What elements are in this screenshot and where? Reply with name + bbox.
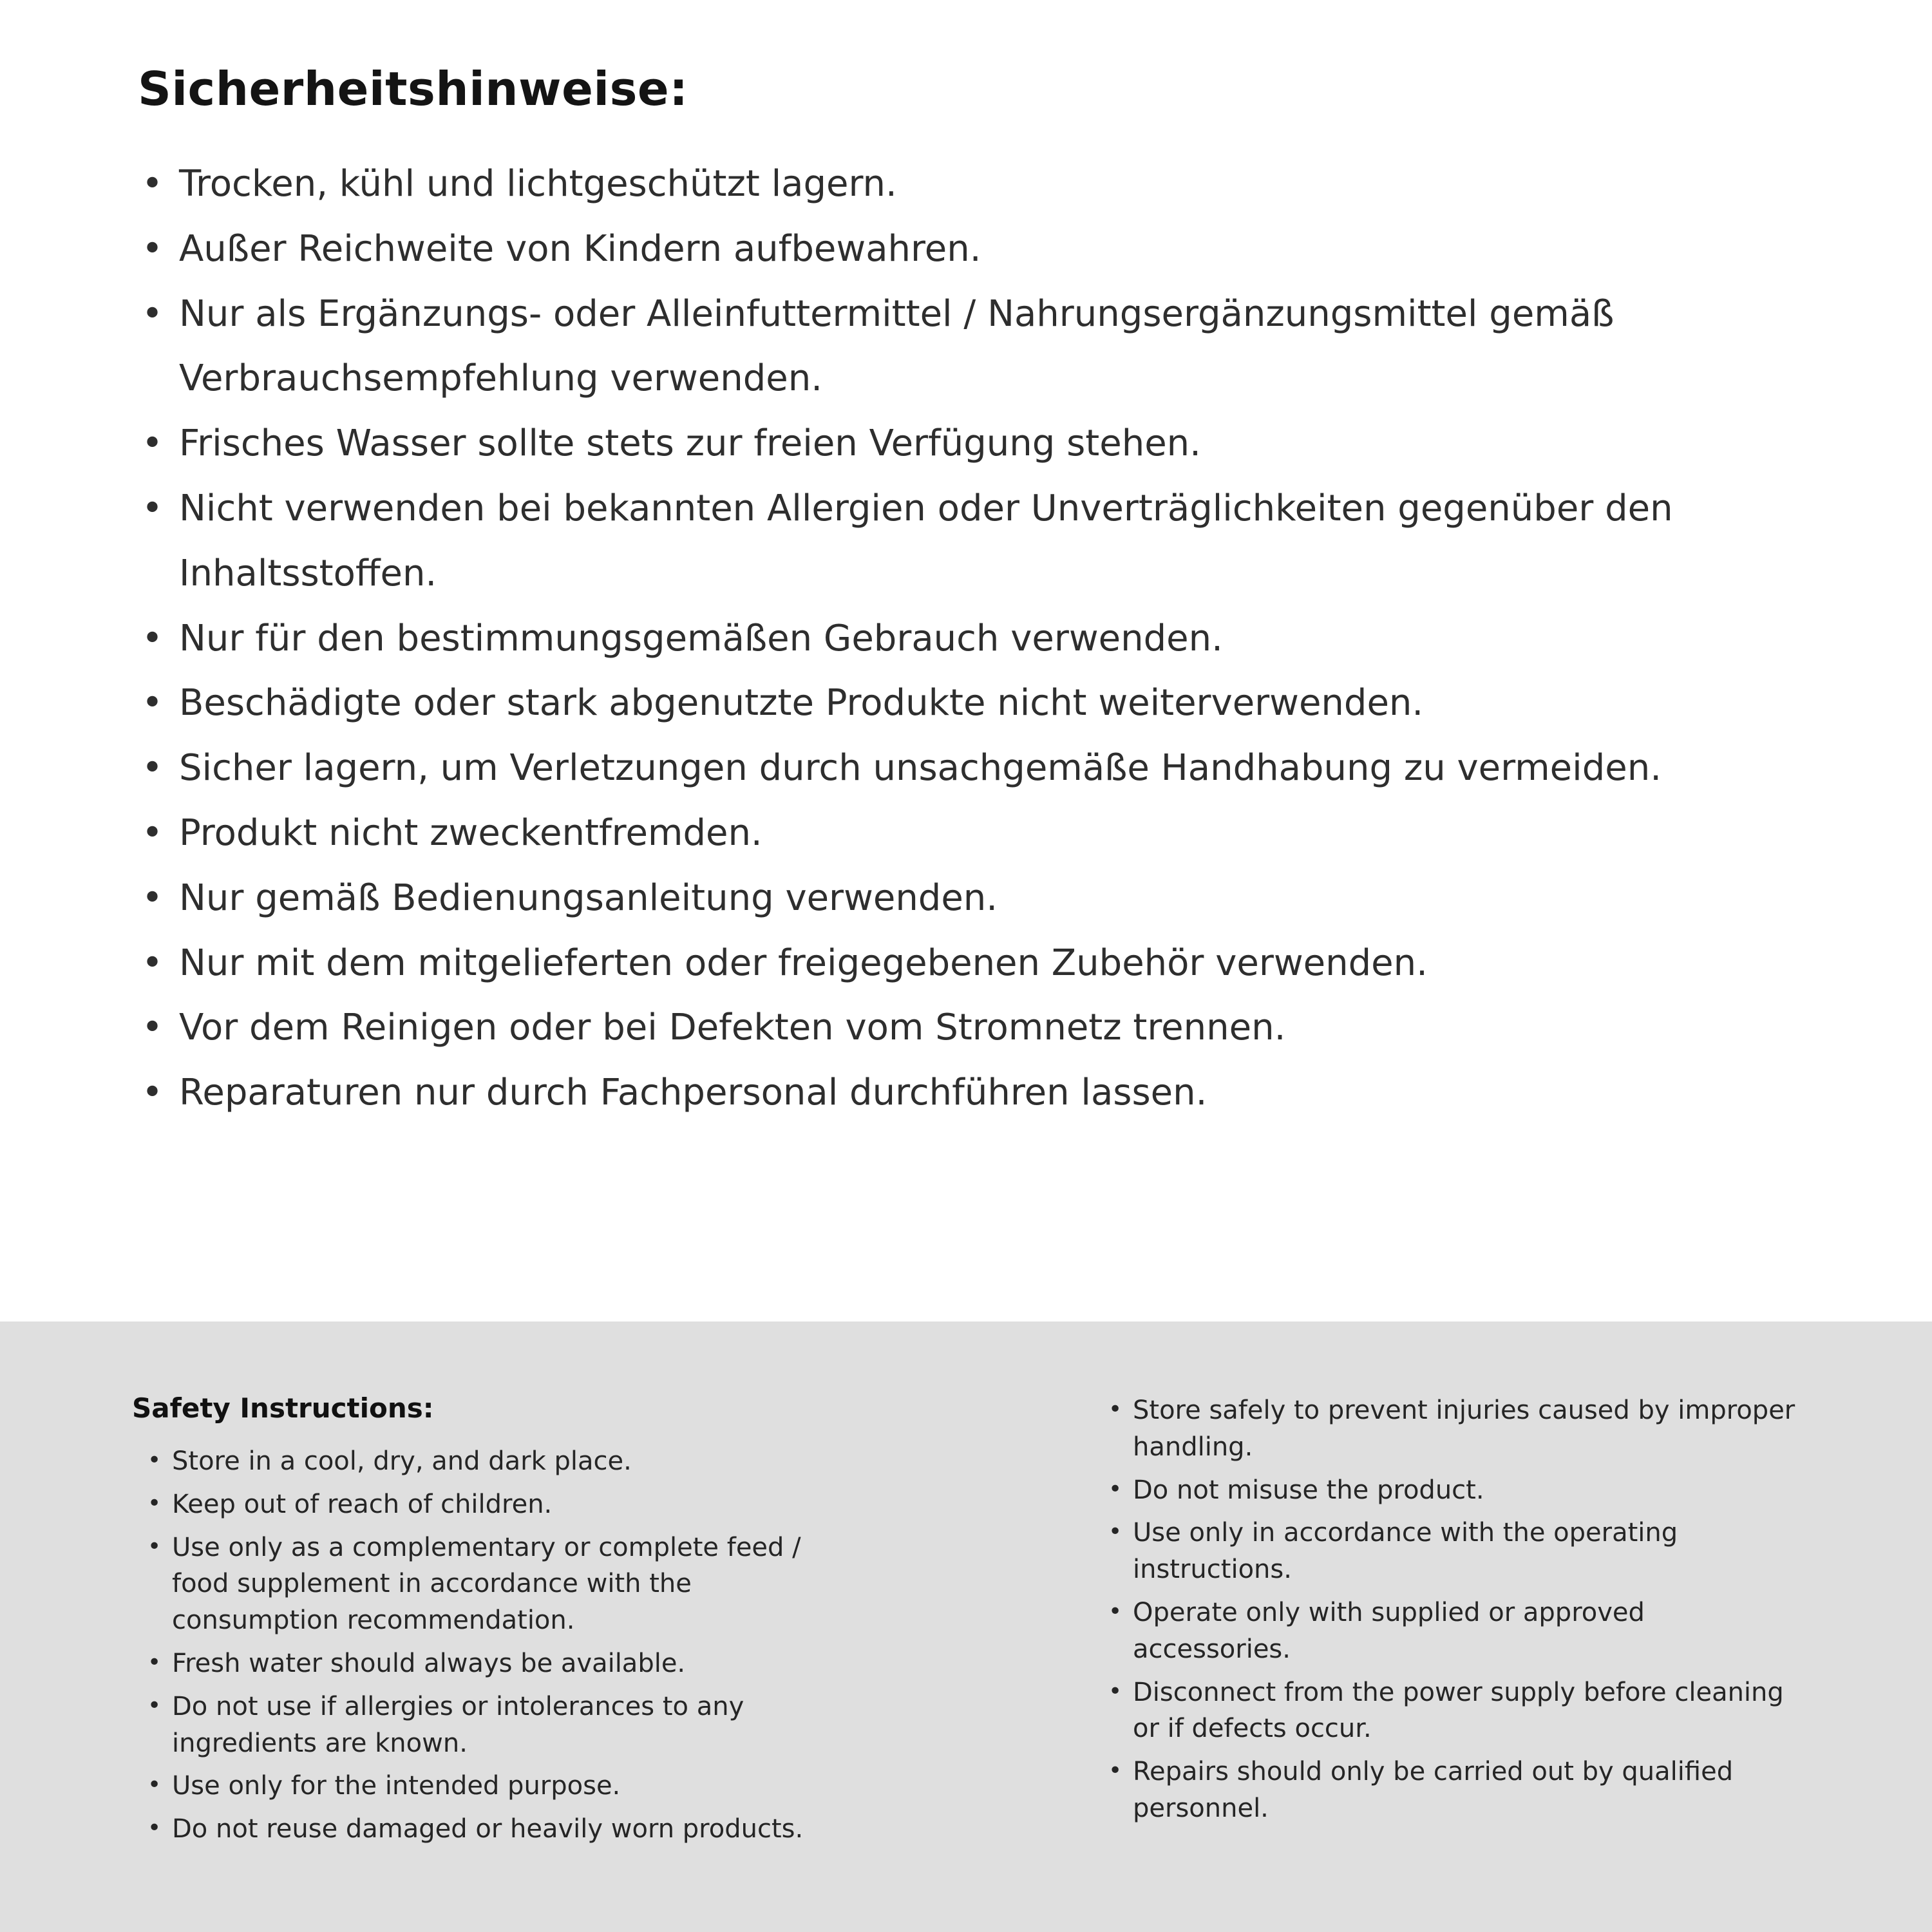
english-instructions-list-right <box>1104 1392 1809 1827</box>
english-left-column <box>132 1392 976 1932</box>
instruction-item: • Beschädigte oder stark abgenutzte Produkte nicht weiterverwenden. <box>138 671 1748 736</box>
instruction-item: • Sicher lagern, um Verletzungen durch unsachgemäße Handhabung zu vermeiden. <box>138 736 1748 801</box>
instruction-item: • Do not reuse damaged or heavily worn products. <box>144 1811 855 1848</box>
instruction-item: • Trocken, kühl und lichtgeschützt lagern. <box>138 152 1748 217</box>
german-section-heading: Sicherheitshinweise: <box>138 62 688 116</box>
english-section-heading: Safety Instructions: <box>132 1392 434 1424</box>
instruction-item: • Disconnect from the power supply before cleaning or if defects occur. <box>1104 1674 1809 1748</box>
instruction-item: • Frisches Wasser sollte stets zur freien Verfügung stehen. <box>138 412 1748 477</box>
instruction-item: • Außer Reichweite von Kindern aufbewahren. <box>138 217 1748 282</box>
english-right-column <box>1104 1392 1813 1932</box>
instruction-item: • Do not use if allergies or intolerances to any ingredients are known. <box>144 1689 855 1762</box>
instruction-item: • Nur für den bestimmungsgemäßen Gebrauch verwenden. <box>138 607 1748 672</box>
instruction-item: • Repairs should only be carried out by qualified personnel. <box>1104 1754 1809 1827</box>
instruction-item: • Store in a cool, dry, and dark place. <box>144 1443 855 1480</box>
instruction-item: • Nur mit dem mitgelieferten oder freigegebenen Zubehör verwenden. <box>138 931 1748 996</box>
instruction-item: • Nicht verwenden bei bekannten Allergien oder Unverträglichkeiten gegenüber den Inhaltsstoffen. <box>138 477 1748 607</box>
instruction-item: • Use only for the intended purpose. <box>144 1768 855 1804</box>
instruction-item: • Reparaturen nur durch Fachpersonal durchführen lassen. <box>138 1061 1748 1126</box>
instruction-item: • Do not misuse the product. <box>1104 1472 1809 1509</box>
english-safety-section <box>0 1321 1932 1932</box>
instruction-item: • Operate only with supplied or approved accessories. <box>1104 1595 1809 1668</box>
instruction-item: • Use only in accordance with the operating instructions. <box>1104 1515 1809 1588</box>
instruction-item: • Fresh water should always be available. <box>144 1645 855 1682</box>
instruction-item: • Nur gemäß Bedienungsanleitung verwenden. <box>138 866 1748 931</box>
english-instructions-list-left <box>132 1443 855 1848</box>
german-instructions-list <box>138 152 1748 1126</box>
instruction-item: • Vor dem Reinigen oder bei Defekten vom Stromnetz trennen. <box>138 996 1748 1061</box>
instruction-item: • Store safely to prevent injuries caused by improper handling. <box>1104 1392 1809 1466</box>
instruction-item: • Nur als Ergänzungs- oder Alleinfuttermittel / Nahrungsergänzungsmittel gemäß Verbrauchsempfehlung verwenden. <box>138 282 1748 412</box>
instruction-item: • Produkt nicht zweckentfremden. <box>138 801 1748 866</box>
instruction-item: • Use only as a complementary or complete feed / food supplement in accordance with the consumption recommendation. <box>144 1530 855 1639</box>
instruction-item: • Keep out of reach of children. <box>144 1486 855 1523</box>
